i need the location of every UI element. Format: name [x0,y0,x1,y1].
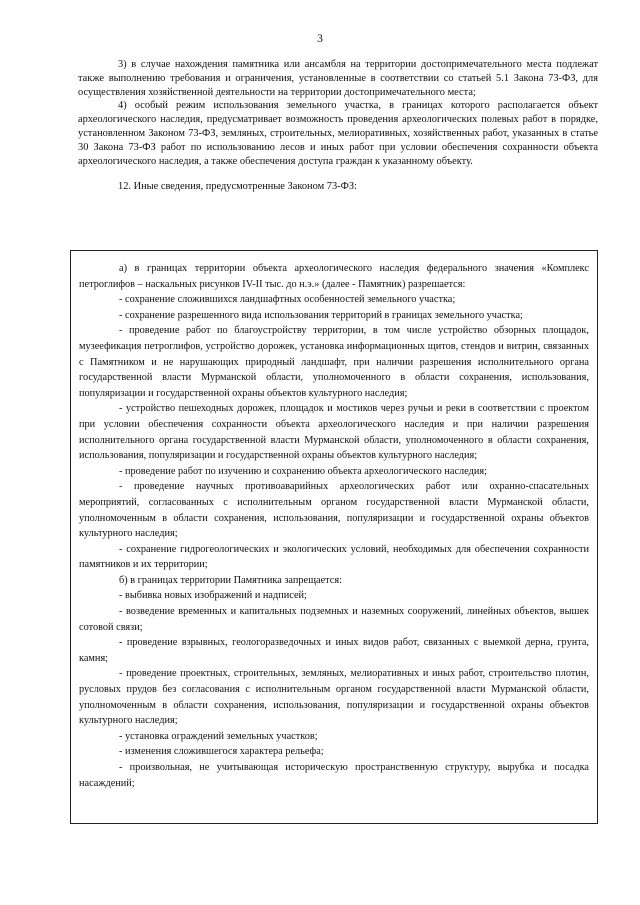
box-list-item: - проведение взрывных, геологоразведочных и иных видов работ, связанных с выемкой дерна, грунта, камня; [79,637,589,664]
document-body [78,58,598,194]
paragraph-3: 3) в случае нахождения памятника или ансамбля на территории достопримечательного места подлежат также выполнению требования и ограничения, установленные в соответствии со статьей 5.1 Закона 73-ФЗ, для осуществления хозяйственной деятельности на территории достопримечательного места; [78,59,598,98]
box-list-item: - выбивка новых изображений и надписей; [119,590,307,602]
box-list-item: - сохранение сложившихся ландшафтных особенностей земельного участка; [119,294,456,306]
box-list-item: - проведение работ по благоустройству территории, в том числе устройство обзорных площадок, музеефикация петроглифов, устройство дорожек, установка информационных щитов, стендов и витрин, связанных с Памятником и не нарушающих природный ландшафт, при наличии разрешения исполнительного органа государственной власти Мурманской области, уполномоченного в области сохранения, использования, популяризации и государственной охраны объектов культурного наследия; [79,325,589,399]
box-list-item: - проведение проектных, строительных, земляных, мелиоративных и иных работ, строительство плотин, русловых прудов без согласования с исполнительным органом государственной власти Мурманской области, уполномоченным в области сохранения, использования, популяризации и государственной охраны объектов культурного наследия; [79,668,589,727]
box-list-item: - проведение работ по изучению и сохранению объекта археологического наследия; [119,465,487,477]
bordered-text-box [70,250,598,824]
box-list-item: - установка ограждений земельных участков; [119,730,318,742]
box-list-item: - проведение научных противоаварийных археологических работ или охранно-спасательных мероприятий, согласованных с исполнительным органом государственной власти Мурманской области, уполномоченным в области сохранения, использования, популяризации и государственной охраны объектов культурного наследия; [79,481,589,540]
paragraph-4: 4) особый режим использования земельного участка, в границах которого располагается объект археологического наследия, предусматривает возможность проведения археологических полевых работ в порядке, установленном Законом 73-ФЗ, земляных, строительных, мелиоративных, хозяйственных работ, указанных в статье 30 Закона 73-ФЗ работ по использованию лесов и иных работ при условии обеспечения сохранности объекта археологического наследия, а также обеспечения доступа граждан к указанному объекту. [78,100,598,167]
box-list-item: - устройство пешеходных дорожек, площадок и мостиков через ручьи и реки в соответствии с проектом при условии обеспечения сохранности объекта археологического наследия и при наличии разрешения исполнительного органа государственной власти Мурманской области, уполномоченного в области сохранения, использования, популяризации и государственной охраны объектов культурного наследия; [79,403,589,462]
box-paragraph: а) в границах территории объекта археологического наследия федерального значения «Комплекс петроглифов – наскальных рисунков IV-II тыс. до н.э.» (далее - Памятник) разрешается: [79,263,589,290]
section-heading: 12. Иные сведения, предусмотренные Законом 73-ФЗ: [118,181,357,193]
box-list-item: - возведение временных и капитальных подземных и наземных сооружений, линейных объектов, вышек сотовой связи; [79,606,589,633]
box-list-item: - произвольная, не учитывающая историческую пространственную структуру, вырубка и посадка насаждений; [79,762,589,789]
page-number: 3 [317,33,323,45]
box-list-item: - сохранение гидрогеологических и экологических условий, необходимых для обеспечения сохранности памятников и их территории; [79,543,589,571]
box-list-item: - сохранение разрешенного вида использования территорий в границах земельного участка; [119,309,523,321]
box-list-item: - изменения сложившегося характера рельефа; [119,746,324,758]
box-paragraph: б) в границах территории Памятника запрещается: [119,574,342,586]
